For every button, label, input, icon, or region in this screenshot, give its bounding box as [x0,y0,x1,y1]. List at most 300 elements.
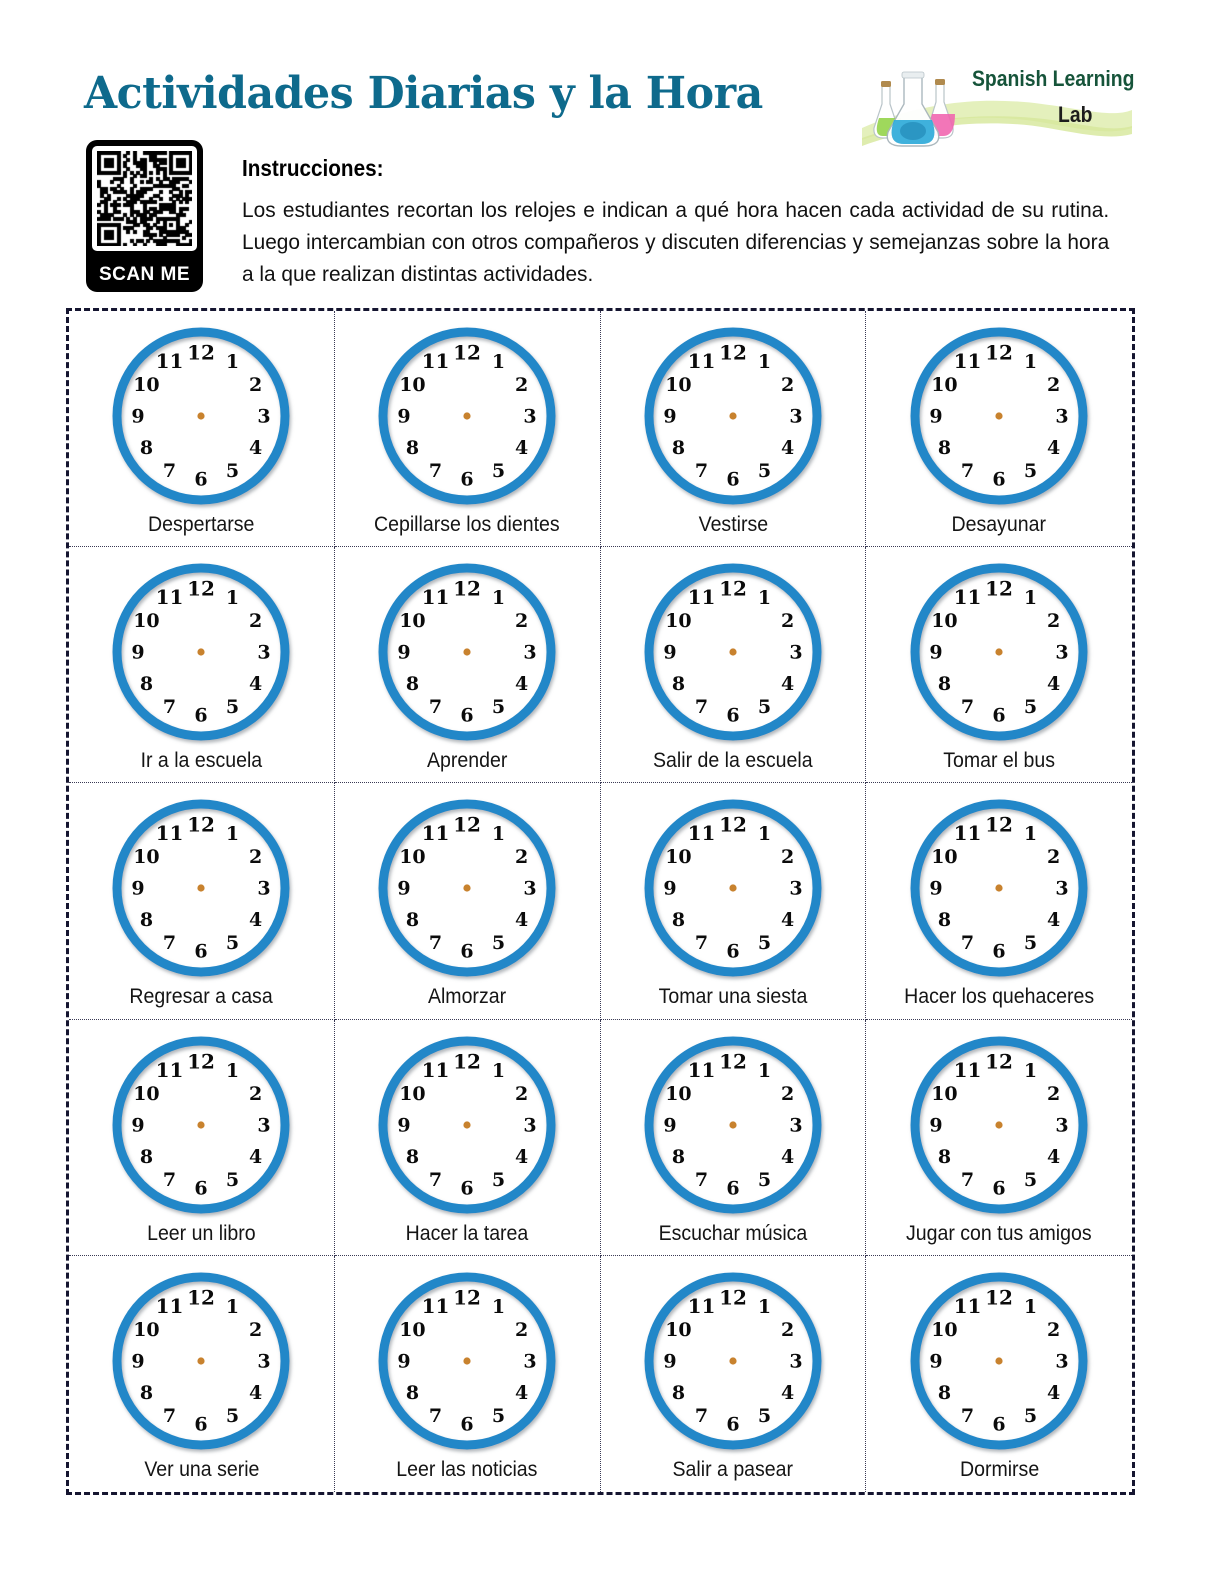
clock-numeral: 5 [492,1168,506,1191]
clock-center-dot [729,1121,736,1128]
clock-numeral: 1 [226,1059,240,1082]
clock-numeral: 2 [780,1318,795,1341]
clock-face [372,1266,562,1456]
clock-numeral: 3 [789,641,803,664]
activity-label: Regresar a casa [129,985,274,1009]
clock-center-dot [729,412,736,419]
clock-numeral: 11 [421,585,450,610]
clock-face [372,1030,562,1220]
clock-numeral: 10 [133,1082,161,1105]
clock-numeral: 6 [460,1413,474,1436]
clock-numeral: 9 [397,405,411,428]
clock-activity-card[interactable] [601,1256,867,1492]
clock-numeral: 7 [429,460,443,483]
clock-numeral: 8 [140,909,154,932]
clock-numeral: 4 [780,1381,795,1404]
clock-numeral: 2 [1047,846,1061,869]
clock-numeral: 1 [226,823,240,846]
clock-face [106,321,296,511]
clock-activity-card[interactable] [335,1020,601,1256]
clock-numeral: 3 [1055,877,1069,900]
clock-activity-card[interactable] [601,783,867,1019]
activity-label: Almorzar [428,985,507,1009]
clock-numeral: 12 [453,1049,482,1074]
clock-numeral: 5 [757,1404,771,1427]
clock-numeral: 8 [405,1381,420,1404]
clock-numeral: 2 [1047,1318,1061,1341]
clock-numeral: 5 [492,932,506,955]
clock-numeral: 6 [992,1177,1006,1200]
clock-numeral: 1 [492,1059,506,1082]
clock-numeral: 4 [515,673,529,696]
clock-numeral: 10 [133,374,161,396]
clock-numeral: 2 [515,1082,529,1105]
activity-label: Salir de la escuela [653,749,813,773]
clock-widget[interactable] [106,1266,296,1456]
clock-activity-card[interactable] [69,547,335,783]
clock-center-dot [464,1121,471,1128]
clock-numeral: 7 [429,1404,443,1427]
clock-center-dot [198,1121,205,1128]
clock-center-dot [729,649,736,656]
clock-activity-card[interactable] [335,547,601,783]
clock-numeral: 7 [694,460,708,483]
clock-numeral: 4 [515,437,529,459]
clock-widget[interactable] [638,793,828,983]
activity-label: Dormirse [959,1457,1039,1481]
clock-numeral: 4 [780,1145,795,1168]
clock-numeral: 8 [671,437,685,459]
activity-label: Leer las noticias [396,1457,538,1481]
clock-numeral: 3 [257,877,271,900]
clock-numeral: 7 [429,696,443,719]
instructions-body: Los estudiantes recortan los relojes e indican a qué hora hacen cada actividad de su rutina. Luego intercambian con otros compañeros y discuten diferencias y semejanzas sobre la hora a la que realizan distintas actividades. [242,198,1110,286]
clock-numeral: 1 [1024,823,1038,846]
clock-numeral: 5 [226,696,240,719]
qr-code-block[interactable] [86,140,203,292]
clock-numeral: 11 [687,1293,716,1318]
clock-numeral: 10 [931,610,958,633]
clock-numeral: 12 [985,812,1014,837]
clock-numeral: 10 [399,374,426,396]
clock-activity-card[interactable] [335,311,601,547]
clock-numeral: 7 [694,932,708,955]
clock-numeral: 9 [929,405,943,428]
clock-numeral: 6 [992,704,1006,727]
clock-numeral: 10 [931,1318,958,1341]
clock-numeral: 6 [460,704,474,727]
clock-activity-card[interactable] [866,1256,1132,1492]
clock-numeral: 4 [780,437,795,459]
clock-numeral: 2 [1047,1082,1061,1105]
clock-numeral: 3 [523,405,537,428]
clock-numeral: 7 [961,932,975,955]
clock-numeral: 12 [985,340,1014,365]
clock-numeral: 3 [257,1114,271,1137]
clock-numeral: 5 [1024,1404,1038,1427]
clock-numeral: 3 [789,405,803,428]
clock-numeral: 2 [249,374,263,396]
clock-numeral: 10 [399,1318,426,1341]
clock-center-dot [729,1357,736,1364]
clock-numeral: 1 [492,350,506,373]
clock-numeral: 12 [985,1285,1014,1310]
clock-center-dot [729,885,736,892]
qr-code-frame [92,146,197,251]
clock-numeral: 3 [257,405,271,428]
clock-numeral: 10 [665,610,692,633]
page-title: Actividades Diarias y la Hora [84,68,763,119]
clock-face [638,321,828,511]
clock-numeral: 5 [757,696,771,719]
clock-numeral: 12 [187,1285,216,1310]
clock-numeral: 12 [985,576,1014,601]
clock-numeral: 4 [780,909,795,932]
clock-numeral: 11 [421,1057,450,1082]
clock-numeral: 1 [226,1295,240,1318]
clock-numeral: 9 [131,1114,145,1137]
clock-numeral: 6 [992,1413,1006,1436]
activity-label: Leer un libro [147,1221,256,1245]
clock-numeral: 11 [953,348,982,373]
activity-label: Tomar una siesta [658,985,808,1009]
clock-numeral: 11 [421,1293,450,1318]
clock-numeral: 5 [1024,932,1038,955]
clock-numeral: 11 [687,821,716,846]
clock-face [904,793,1094,983]
clock-numeral: 7 [163,696,177,719]
clock-numeral: 9 [663,641,677,664]
clock-numeral: 12 [187,812,216,837]
clock-widget[interactable] [638,1030,828,1220]
clock-numeral: 11 [953,821,982,846]
clock-numeral: 10 [665,846,692,869]
activity-label: Cepillarse los dientes [374,513,560,536]
clock-numeral: 8 [937,1145,952,1168]
clock-face [372,557,562,747]
clock-numeral: 11 [155,585,184,610]
logo-text-secondary: Lab [1058,102,1093,127]
clock-numeral: 11 [155,821,184,846]
clock-numeral: 3 [523,641,537,664]
clock-numeral: 7 [163,1168,177,1191]
clock-numeral: 11 [953,1057,982,1082]
activity-label: Escuchar música [658,1221,808,1245]
clock-numeral: 7 [163,1404,177,1427]
clock-activity-card[interactable] [69,783,335,1019]
clock-numeral: 2 [780,846,795,869]
clock-numeral: 5 [226,460,240,483]
clock-numeral: 5 [757,932,771,955]
clock-numeral: 10 [133,846,161,869]
clock-numeral: 9 [929,641,943,664]
clock-numeral: 9 [929,1350,943,1373]
clock-widget[interactable] [904,793,1094,983]
clock-numeral: 4 [1047,673,1061,696]
clock-numeral: 9 [131,877,145,900]
clock-numeral: 6 [460,468,474,491]
clock-activity-card[interactable] [335,1256,601,1492]
clock-numeral: 7 [961,460,975,483]
clock-numeral: 9 [663,877,677,900]
clock-numeral: 12 [187,340,216,365]
clock-numeral: 8 [405,437,420,459]
clock-widget[interactable] [904,321,1094,511]
worksheet-header [0,0,1229,300]
clock-activity-card[interactable] [866,547,1132,783]
clock-widget[interactable] [106,557,296,747]
clock-numeral: 11 [421,821,450,846]
clock-activity-card[interactable] [69,311,335,547]
clock-numeral: 3 [523,877,537,900]
clock-center-dot [198,1357,205,1364]
clock-numeral: 8 [405,1145,420,1168]
clock-center-dot [464,649,471,656]
clock-numeral: 10 [665,374,692,396]
clock-face [638,793,828,983]
clock-numeral: 6 [992,468,1006,491]
clock-activity-card[interactable] [69,1256,335,1492]
clock-numeral: 11 [687,585,716,610]
clock-widget[interactable] [638,1266,828,1456]
clock-numeral: 4 [780,673,795,696]
clock-numeral: 4 [249,909,263,932]
clock-numeral: 10 [399,610,426,633]
clock-numeral: 1 [757,350,771,373]
clock-numeral: 2 [1047,610,1061,633]
clock-numeral: 9 [131,405,145,428]
clock-numeral: 4 [515,909,529,932]
clock-activity-card[interactable] [601,547,867,783]
clock-numeral: 12 [985,1049,1014,1074]
clock-numeral: 7 [163,460,177,483]
clock-numeral: 3 [1055,405,1069,428]
clock-numeral: 12 [718,340,747,365]
clock-numeral: 10 [665,1318,692,1341]
clock-numeral: 11 [687,348,716,373]
clock-numeral: 3 [1055,1114,1069,1137]
clock-numeral: 12 [718,1049,747,1074]
clock-numeral: 1 [1024,587,1038,610]
clock-face [372,793,562,983]
clock-numeral: 12 [187,1049,216,1074]
clock-numeral: 11 [155,1293,184,1318]
clock-numeral: 1 [226,587,240,610]
activity-label: Despertarse [148,513,255,536]
clock-widget[interactable] [372,793,562,983]
clock-face [372,321,562,511]
clock-numeral: 12 [187,576,216,601]
clock-numeral: 9 [397,1114,411,1137]
clock-numeral: 2 [780,1082,795,1105]
clock-numeral: 7 [961,1168,975,1191]
clock-numeral: 3 [789,1114,803,1137]
clock-numeral: 7 [694,1168,708,1191]
clock-widget[interactable] [372,1266,562,1456]
clock-numeral: 6 [726,1413,740,1436]
clock-face [106,557,296,747]
clock-numeral: 1 [1024,350,1038,373]
clock-numeral: 4 [515,1381,529,1404]
clock-widget[interactable] [372,1030,562,1220]
clock-center-dot [996,885,1003,892]
clock-widget[interactable] [638,557,828,747]
clock-numeral: 2 [515,374,529,396]
clock-numeral: 5 [1024,1168,1038,1191]
clock-numeral: 7 [961,696,975,719]
clock-numeral: 4 [1047,1145,1061,1168]
clock-numeral: 7 [429,1168,443,1191]
clock-activity-card[interactable] [69,1020,335,1256]
clock-numeral: 9 [663,1114,677,1137]
clock-widget[interactable] [106,321,296,511]
clock-numeral: 8 [671,673,685,696]
clock-numeral: 5 [492,696,506,719]
clock-numeral: 10 [399,846,426,869]
clock-numeral: 11 [155,348,184,373]
clock-numeral: 9 [929,877,943,900]
clock-numeral: 3 [257,1350,271,1373]
clock-numeral: 3 [789,1350,803,1373]
clock-widget[interactable] [106,793,296,983]
clock-numeral: 3 [523,1350,537,1373]
brand-logo [862,58,1135,153]
clock-numeral: 9 [397,641,411,664]
clock-numeral: 10 [931,1082,958,1105]
clock-numeral: 1 [492,1295,506,1318]
clock-numeral: 6 [726,1177,740,1200]
clock-numeral: 8 [937,673,952,696]
clock-numeral: 5 [226,1168,240,1191]
clock-numeral: 12 [718,1285,747,1310]
clock-activity-card[interactable] [866,783,1132,1019]
clock-numeral: 4 [1047,1381,1061,1404]
clock-numeral: 8 [140,437,154,459]
clock-widget[interactable] [372,557,562,747]
activity-label: Hacer los quehaceres [904,985,1095,1009]
clock-numeral: 3 [789,877,803,900]
clock-center-dot [996,412,1003,419]
clock-numeral: 2 [249,610,263,633]
clock-numeral: 10 [133,610,161,633]
clock-numeral: 8 [937,1381,952,1404]
clock-numeral: 10 [931,374,958,396]
clock-numeral: 2 [249,1082,263,1105]
activity-label: Vestirse [698,513,768,536]
clock-numeral: 8 [671,1145,685,1168]
clock-activity-card[interactable] [335,783,601,1019]
clock-numeral: 4 [249,437,263,459]
activity-label: Ir a la escuela [140,749,263,773]
clock-numeral: 12 [453,340,482,365]
clock-numeral: 9 [929,1114,943,1137]
activity-label: Jugar con tus amigos [906,1221,1092,1245]
clock-numeral: 4 [1047,909,1061,932]
clock-numeral: 12 [453,576,482,601]
logo-text-primary: Spanish Learning [972,66,1135,91]
clock-numeral: 9 [131,1350,145,1373]
clock-numeral: 9 [663,405,677,428]
clock-face [638,1030,828,1220]
clock-center-dot [996,1121,1003,1128]
activity-label: Ver una serie [143,1457,259,1481]
clock-widget[interactable] [904,1266,1094,1456]
clock-numeral: 11 [687,1057,716,1082]
clock-face [904,1266,1094,1456]
activity-label: Desayunar [951,513,1047,536]
clock-numeral: 7 [694,1404,708,1427]
clock-face [904,1030,1094,1220]
qr-code-icon [97,151,192,246]
clock-widget[interactable] [106,1030,296,1220]
clock-numeral: 1 [757,1059,771,1082]
clock-numeral: 4 [515,1145,529,1168]
clock-center-dot [464,1357,471,1364]
clock-face [638,1266,828,1456]
clock-numeral: 9 [397,877,411,900]
clock-numeral: 8 [405,909,420,932]
clock-numeral: 5 [226,932,240,955]
clock-numeral: 5 [492,460,506,483]
clock-numeral: 8 [937,437,952,459]
clock-face [904,557,1094,747]
clock-widget[interactable] [904,1030,1094,1220]
clock-numeral: 8 [405,673,420,696]
clock-activity-card[interactable] [601,1020,867,1256]
clock-numeral: 2 [780,374,795,396]
clock-face [106,793,296,983]
clock-numeral: 2 [515,846,529,869]
clock-numeral: 11 [421,348,450,373]
clock-activity-card[interactable] [601,311,867,547]
clock-numeral: 1 [757,823,771,846]
clock-numeral: 7 [961,1404,975,1427]
clock-activity-card[interactable] [866,311,1132,547]
clock-numeral: 2 [249,846,263,869]
clock-numeral: 5 [1024,460,1038,483]
clock-numeral: 9 [131,641,145,664]
clock-activity-card[interactable] [866,1020,1132,1256]
clock-numeral: 3 [1055,1350,1069,1373]
clock-numeral: 8 [140,673,154,696]
clock-face [106,1266,296,1456]
clock-center-dot [464,412,471,419]
clock-widget[interactable] [372,321,562,511]
clock-numeral: 4 [249,1381,263,1404]
clock-numeral: 6 [194,940,208,963]
clock-numeral: 10 [133,1318,161,1341]
clock-numeral: 6 [726,468,740,491]
clock-numeral: 4 [1047,437,1061,459]
clock-face [638,557,828,747]
clock-center-dot [198,649,205,656]
clock-numeral: 8 [140,1381,154,1404]
clock-numeral: 3 [257,641,271,664]
clock-numeral: 1 [757,587,771,610]
clock-center-dot [996,649,1003,656]
clock-activity-grid [66,308,1135,1495]
clock-numeral: 1 [1024,1295,1038,1318]
clock-numeral: 6 [460,940,474,963]
clock-numeral: 5 [757,1168,771,1191]
clock-numeral: 12 [453,812,482,837]
clock-numeral: 6 [726,704,740,727]
qr-scan-label: SCAN ME [98,264,191,285]
clock-numeral: 6 [992,940,1006,963]
clock-widget[interactable] [904,557,1094,747]
clock-widget[interactable] [638,321,828,511]
clock-numeral: 3 [1055,641,1069,664]
